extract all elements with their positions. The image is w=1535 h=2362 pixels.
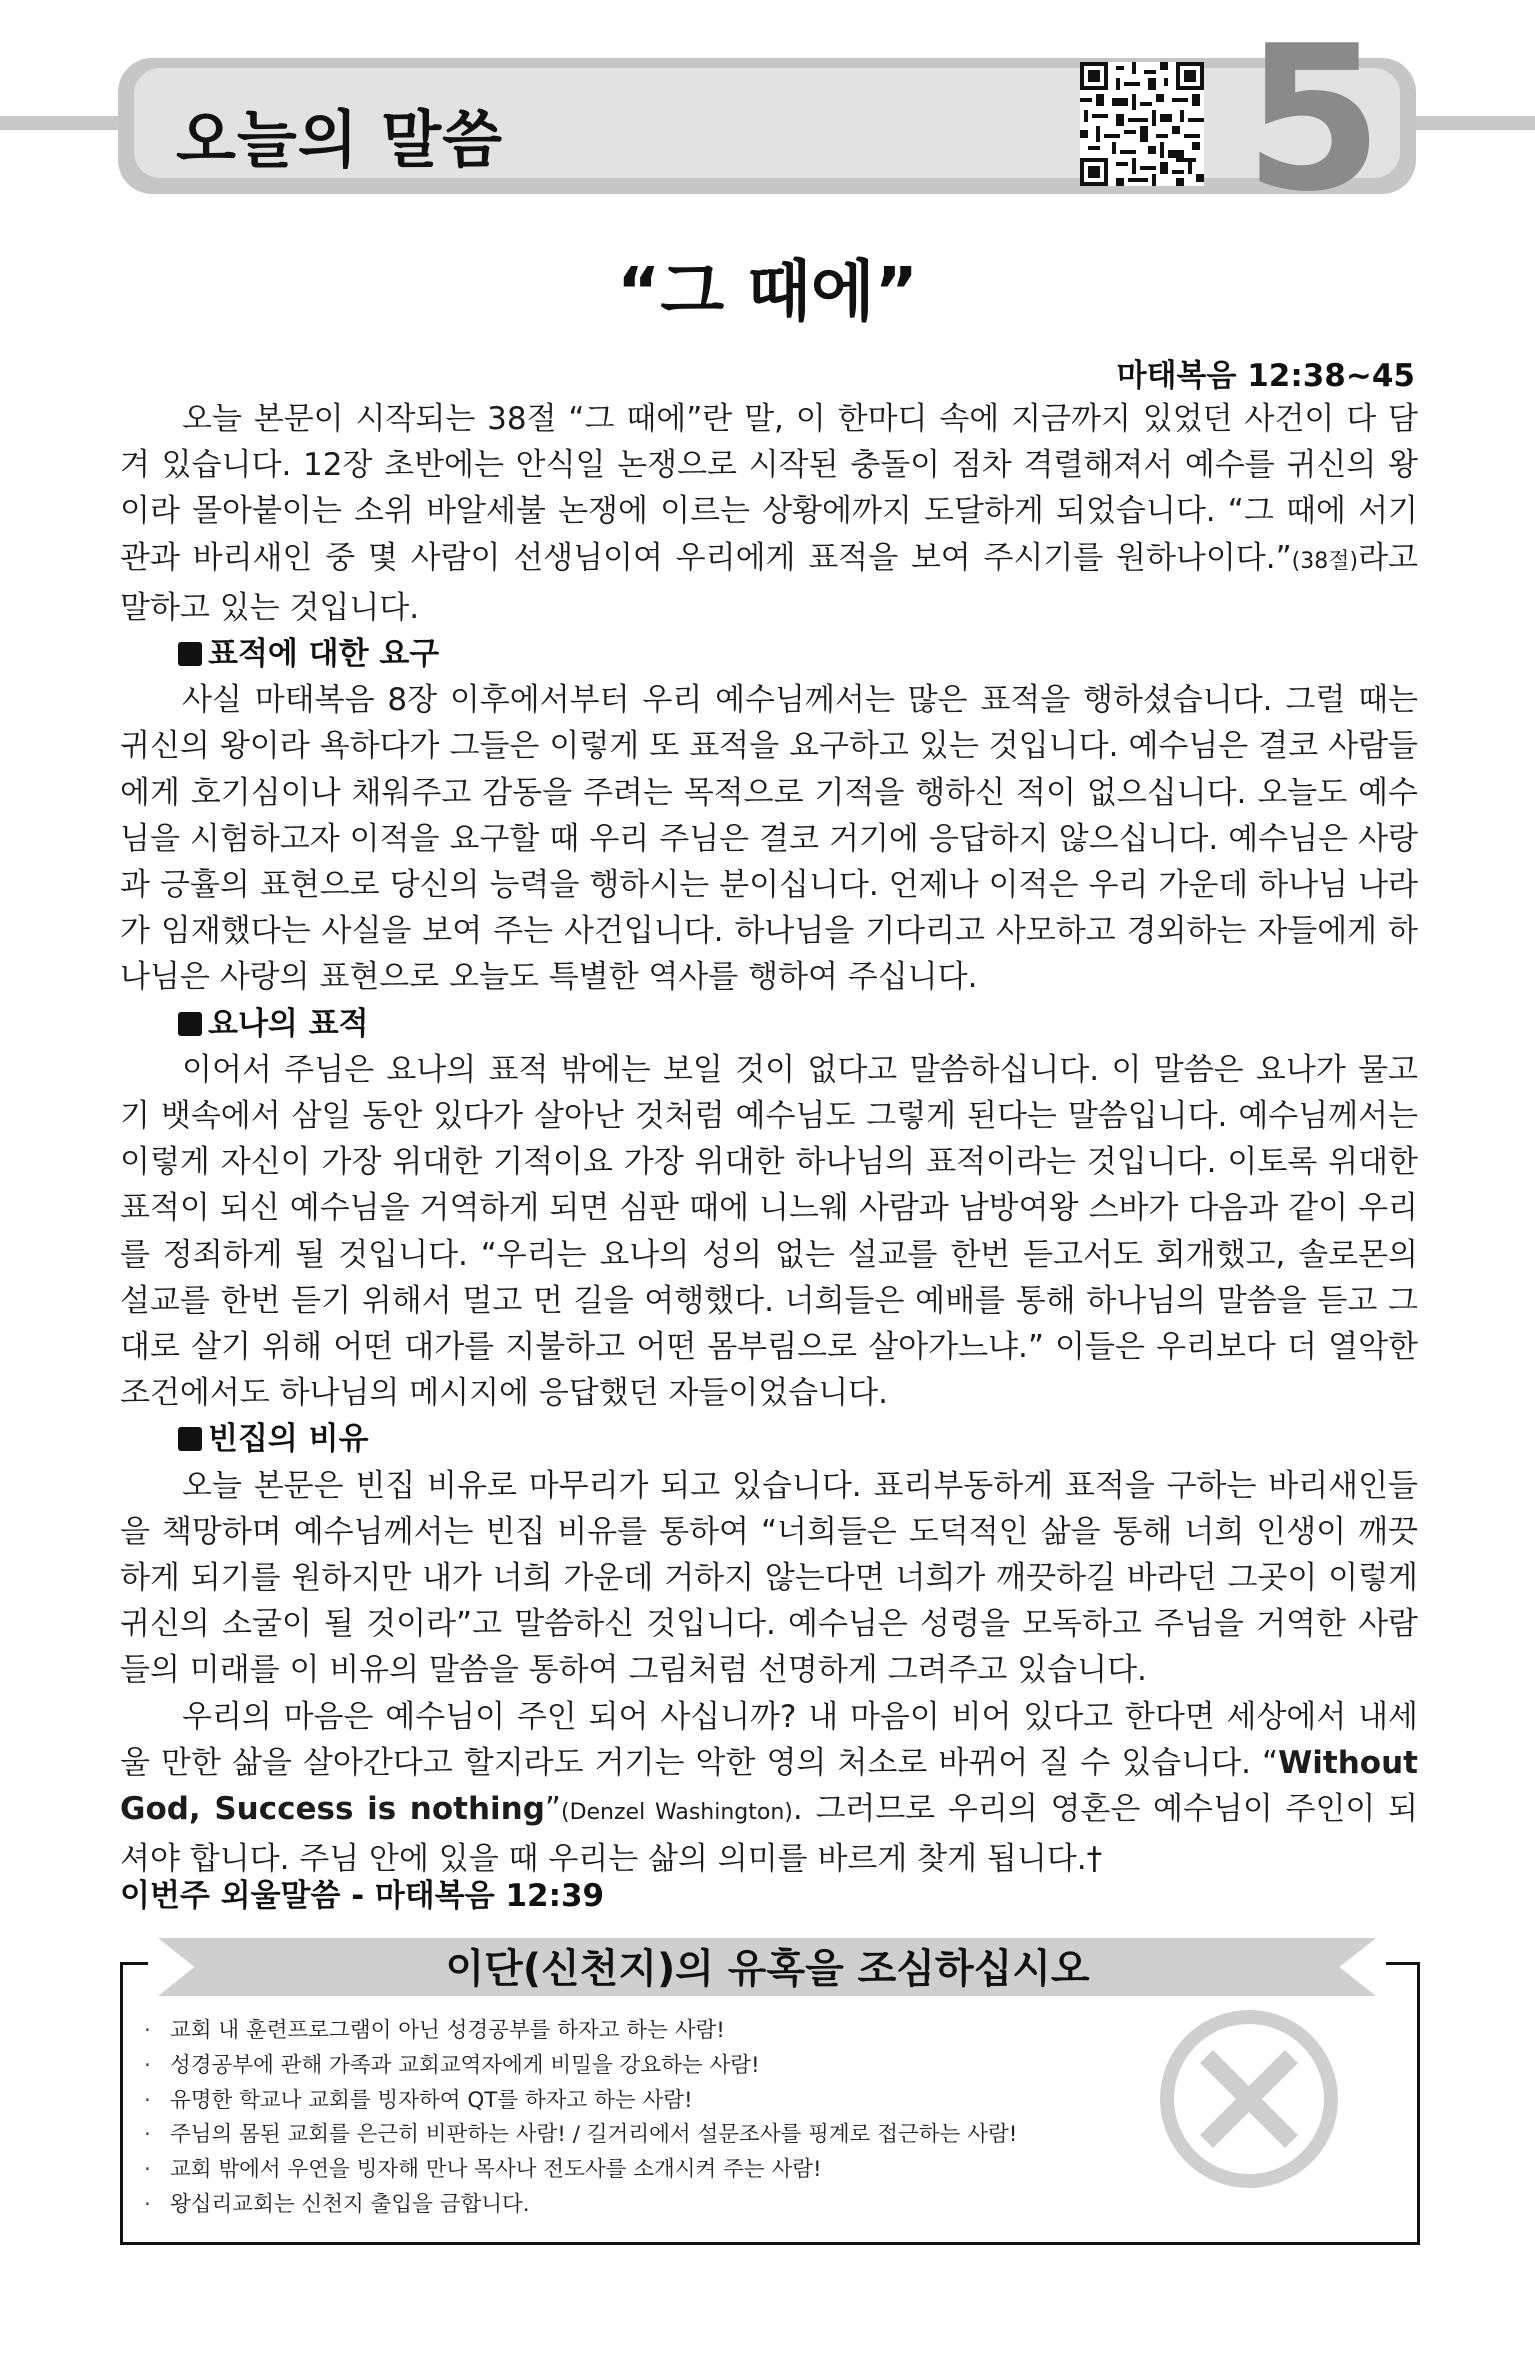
- qr-code-icon[interactable]: [1080, 62, 1204, 186]
- list-item: · 성경공부에 관해 가족과 교회교역자에게 비밀을 강요하는 사람!: [144, 2049, 1017, 2084]
- section-heading: [120, 1001, 1418, 1047]
- section-title: 오늘의 말씀: [176, 103, 504, 176]
- sermon-title: “그 때에”: [617, 253, 918, 330]
- paragraph: [120, 396, 1418, 631]
- square-bullet-icon: [178, 1012, 202, 1036]
- section-heading-text: 빈집의 비유: [208, 1421, 369, 1458]
- square-bullet-icon: [178, 642, 202, 666]
- scripture-reference: 마태복음 12:38~45: [1116, 358, 1415, 394]
- memory-verse: 이번주 외울말씀 - 마태복음 12:39: [120, 1878, 605, 1914]
- paragraph-text: 오늘 본문이 시작되는 38절 “그 때에”란 말, 이 한마디 속에 지금까지 있었던 사건이 다 담겨 있습니다. 12장 초반에는 안식일 논쟁으로 시작된 충돌이 점차 격렬해져서 예수를 귀신의 왕이라 몰아붙이는 소위 바알세불 논쟁에 이르는 상황에까지 도달하게 되었습니다. “그 때에 서기관과 바리새인 중 몇 사람이 선생님이여 우리에게 표적을 보여 주시기를 원하나이다.”: [120, 401, 1418, 576]
- quote-source: (Denzel Washington): [560, 1800, 793, 1826]
- paragraph-text: . 그러므로 우리의 영혼은 예수님이 주인이 되셔야 합니다. 주님 안에 있을 때 우리는 삶의 의미를 바르게 찾게 됩니다.†: [120, 1791, 1418, 1878]
- list-item: · 왕십리교회는 신천지 출입을 금합니다.: [144, 2188, 1017, 2223]
- square-bullet-icon: [178, 1427, 202, 1451]
- verse-note: (38절): [1291, 548, 1359, 574]
- list-item: · 주님의 몸된 교회를 은근히 비판하는 사람! / 길거리에서 설문조사를 핑계로 접근하는 사람!: [144, 2118, 1017, 2153]
- section-heading-text: 요나의 표적: [208, 1005, 369, 1042]
- quote-close: ”: [544, 1791, 561, 1828]
- warning-title: 이단(신천지)의 유혹을 조심하십시오: [445, 1946, 1090, 1992]
- paragraph: 이어서 주님은 요나의 표적 밖에는 보일 것이 없다고 말씀하십니다. 이 말씀은 요나가 물고기 뱃속에서 삼일 동안 있다가 살아난 것처럼 예수님도 그렇게 된다는 말씀입니다. 예수님께서는 이렇게 자신이 가장 위대한 기적이요 가장 위대한 하나님의 표적이라는 것입니다. 이토록 위대한 표적이 되신 예수님을 거역하게 되면 심판 때에 니느웨 사람과 남방여왕 스바가 다음과 같이 우리를 정죄하게 될 것입니다. “우리는 요나의 성의 없는 설교를 한번 듣고서도 회개했고, 솔로몬의 설교를 한번 듣기 위해서 멀고 먼 길을 여행했다. 너희들은 예배를 통해 하나님의 말씀을 듣고 그대로 살기 위해 어떤 대가를 지불하고 어떤 몸부림으로 살아가느냐.” 이들은 우리보다 더 열악한 조건에서도 하나님의 메시지에 응답했던 자들이었습니다.: [120, 1051, 1418, 1412]
- week-number: 5: [1244, 3, 1384, 236]
- paragraph: 오늘 본문은 빈집 비유로 마무리가 되고 있습니다. 표리부동하게 표적을 구하는 바리새인들을 책망하며 예수님께서는 빈집 비유를 통하여 “너희들은 도덕적인 삶을 통해 너희 인생이 깨끗하게 되기를 원하지만 내가 너희 가운데 거하지 않는다면 너희가 깨끗하길 바라던 그곳이 이렇게 귀신의 소굴이 될 것이라”고 말씀하신 것입니다. 예수님은 성령을 모독하고 주님을 거역한 사람들의 미래를 이 비유의 말씀을 통하여 그림처럼 선명하게 그려주고 있습니다.: [120, 1467, 1418, 1689]
- paragraph-text: 우리의 마음은 예수님이 주인 되어 사십니까? 내 마음이 비어 있다고 한다면 세상에서 내세울 만한 삶을 살아간다고 할지라도 거기는 악한 영의 처소로 바뀌어 질 수 있습니다. “: [120, 1698, 1418, 1781]
- paragraph: [120, 1694, 1418, 1883]
- section-heading: [120, 1416, 1418, 1462]
- warning-list: [144, 2014, 1017, 2223]
- paragraph: 사실 마태복음 8장 이후에서부터 우리 예수님께서는 많은 표적을 행하셨습니다. 그럴 때는 귀신의 왕이라 욕하다가 그들은 이렇게 또 표적을 요구하고 있는 것입니다. 예수님은 결코 사람들에게 호기심이나 채워주고 감동을 주려는 목적으로 기적을 행하신 적이 없으십니다. 오늘도 예수님을 시험하고자 이적을 요구할 때 우리 주님은 결코 거기에 응답하지 않으십니다. 예수님은 사랑과 긍휼의 표현으로 당신의 능력을 행하시는 분이십니다. 언제나 이적은 우리 가운데 하나님 나라가 임재했다는 사실을 보여 주는 사건입니다. 하나님을 기다리고 사모하고 경외하는 자들에게 하나님은 사랑의 표현으로 오늘도 특별한 역사를 행하여 주십니다.: [120, 682, 1418, 996]
- list-item: · 교회 밖에서 우연을 빙자해 만나 목사나 전도사를 소개시켜 주는 사람!: [144, 2153, 1017, 2188]
- paragraph-text: 라고 말하고 있는 것입니다.: [120, 539, 1418, 626]
- no-entry-x-icon: [1158, 2008, 1340, 2190]
- quote-text: Without God, Success is nothing: [120, 1744, 1418, 1828]
- section-heading-text: 표적에 대한 요구: [208, 636, 440, 673]
- section-heading: [120, 631, 1418, 677]
- sermon-body: [120, 396, 1418, 1883]
- list-item: · 유명한 학교나 교회를 빙자하여 QT를 하자고 하는 사람!: [144, 2084, 1017, 2119]
- list-item: · 교회 내 훈련프로그램이 아닌 성경공부를 하자고 하는 사람!: [144, 2014, 1017, 2049]
